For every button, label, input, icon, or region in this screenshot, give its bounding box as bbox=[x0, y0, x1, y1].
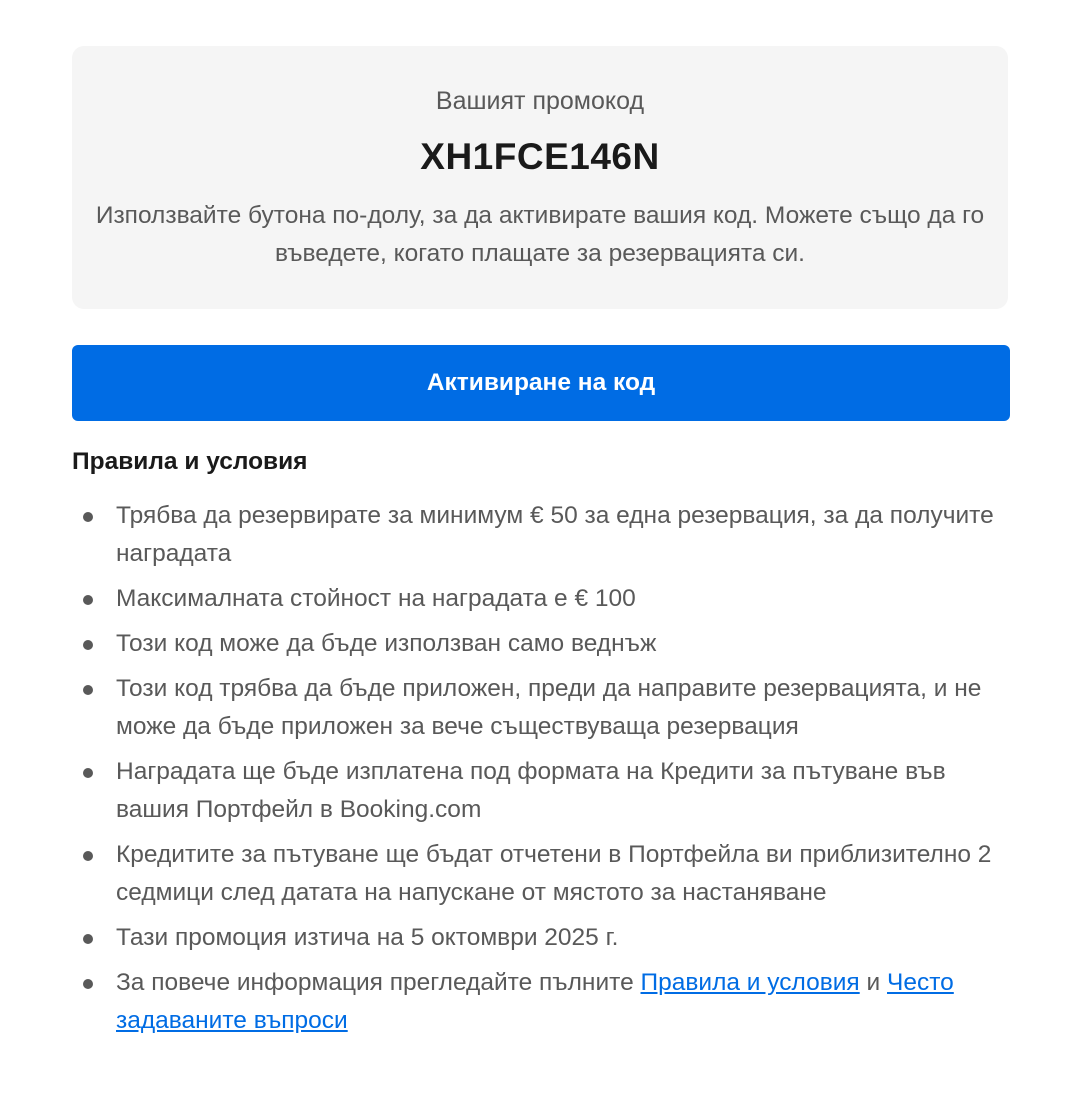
terms-list bbox=[72, 497, 1022, 1047]
terms-item bbox=[72, 580, 1022, 618]
terms-item bbox=[72, 497, 1022, 573]
terms-item bbox=[72, 753, 1022, 829]
promo-description: Използвайте бутона по-долу, за да активирате вашия код. Можете също да го въведете, когато плащате за резервацията си. bbox=[95, 202, 985, 267]
terms-item-text: Кредитите за пътуване ще бъдат отчетени в Портфейла ви приблизително 2 седмици след датата на напускане от мястото за настаняване bbox=[116, 841, 992, 906]
terms-item-text: Този код трябва да бъде приложен, преди да направите резервацията, и не може да бъде приложен за вече съществуваща резервация bbox=[116, 675, 982, 740]
activate-code-button[interactable]: Активиране на код bbox=[72, 345, 1010, 421]
terms-and-conditions-link[interactable]: Правила и условия bbox=[640, 969, 860, 996]
promo-card bbox=[72, 46, 1008, 309]
bullet-icon bbox=[83, 851, 93, 861]
bullet-icon bbox=[83, 640, 93, 650]
faq-link[interactable]: Често задаваните въпроси bbox=[116, 969, 954, 1034]
bullet-icon bbox=[83, 685, 93, 695]
terms-item-text: Тази промоция изтича на 5 октомври 2025 г. bbox=[116, 924, 619, 951]
bullet-icon bbox=[83, 934, 93, 944]
terms-item-text: Този код може да бъде използван само веднъж bbox=[116, 630, 657, 657]
terms-item-text: Трябва да резервирате за минимум € 50 за една резервация, за да получите наградата bbox=[116, 502, 994, 567]
terms-item bbox=[72, 625, 1022, 663]
terms-item bbox=[72, 919, 1022, 957]
terms-more-info-prefix: За повече информация прегледайте пълните bbox=[116, 969, 641, 996]
terms-item bbox=[72, 670, 1022, 746]
terms-item bbox=[72, 836, 1022, 912]
terms-heading: Правила и условия bbox=[72, 448, 308, 475]
bullet-icon bbox=[83, 768, 93, 778]
bullet-icon bbox=[83, 595, 93, 605]
promo-code: XH1FCE146N bbox=[420, 136, 660, 177]
terms-item-text: Наградата ще бъде изплатена под формата на Кредити за пътуване във вашия Портфейл в Booking.com bbox=[116, 758, 946, 823]
terms-item-text: Максималната стойност на наградата е € 100 bbox=[116, 585, 636, 612]
promo-label: Вашият промокод bbox=[435, 87, 645, 115]
terms-more-info-conjunction: и bbox=[859, 969, 888, 996]
terms-item-more-info bbox=[72, 964, 1022, 1040]
bullet-icon bbox=[83, 512, 93, 522]
bullet-icon bbox=[83, 979, 93, 989]
